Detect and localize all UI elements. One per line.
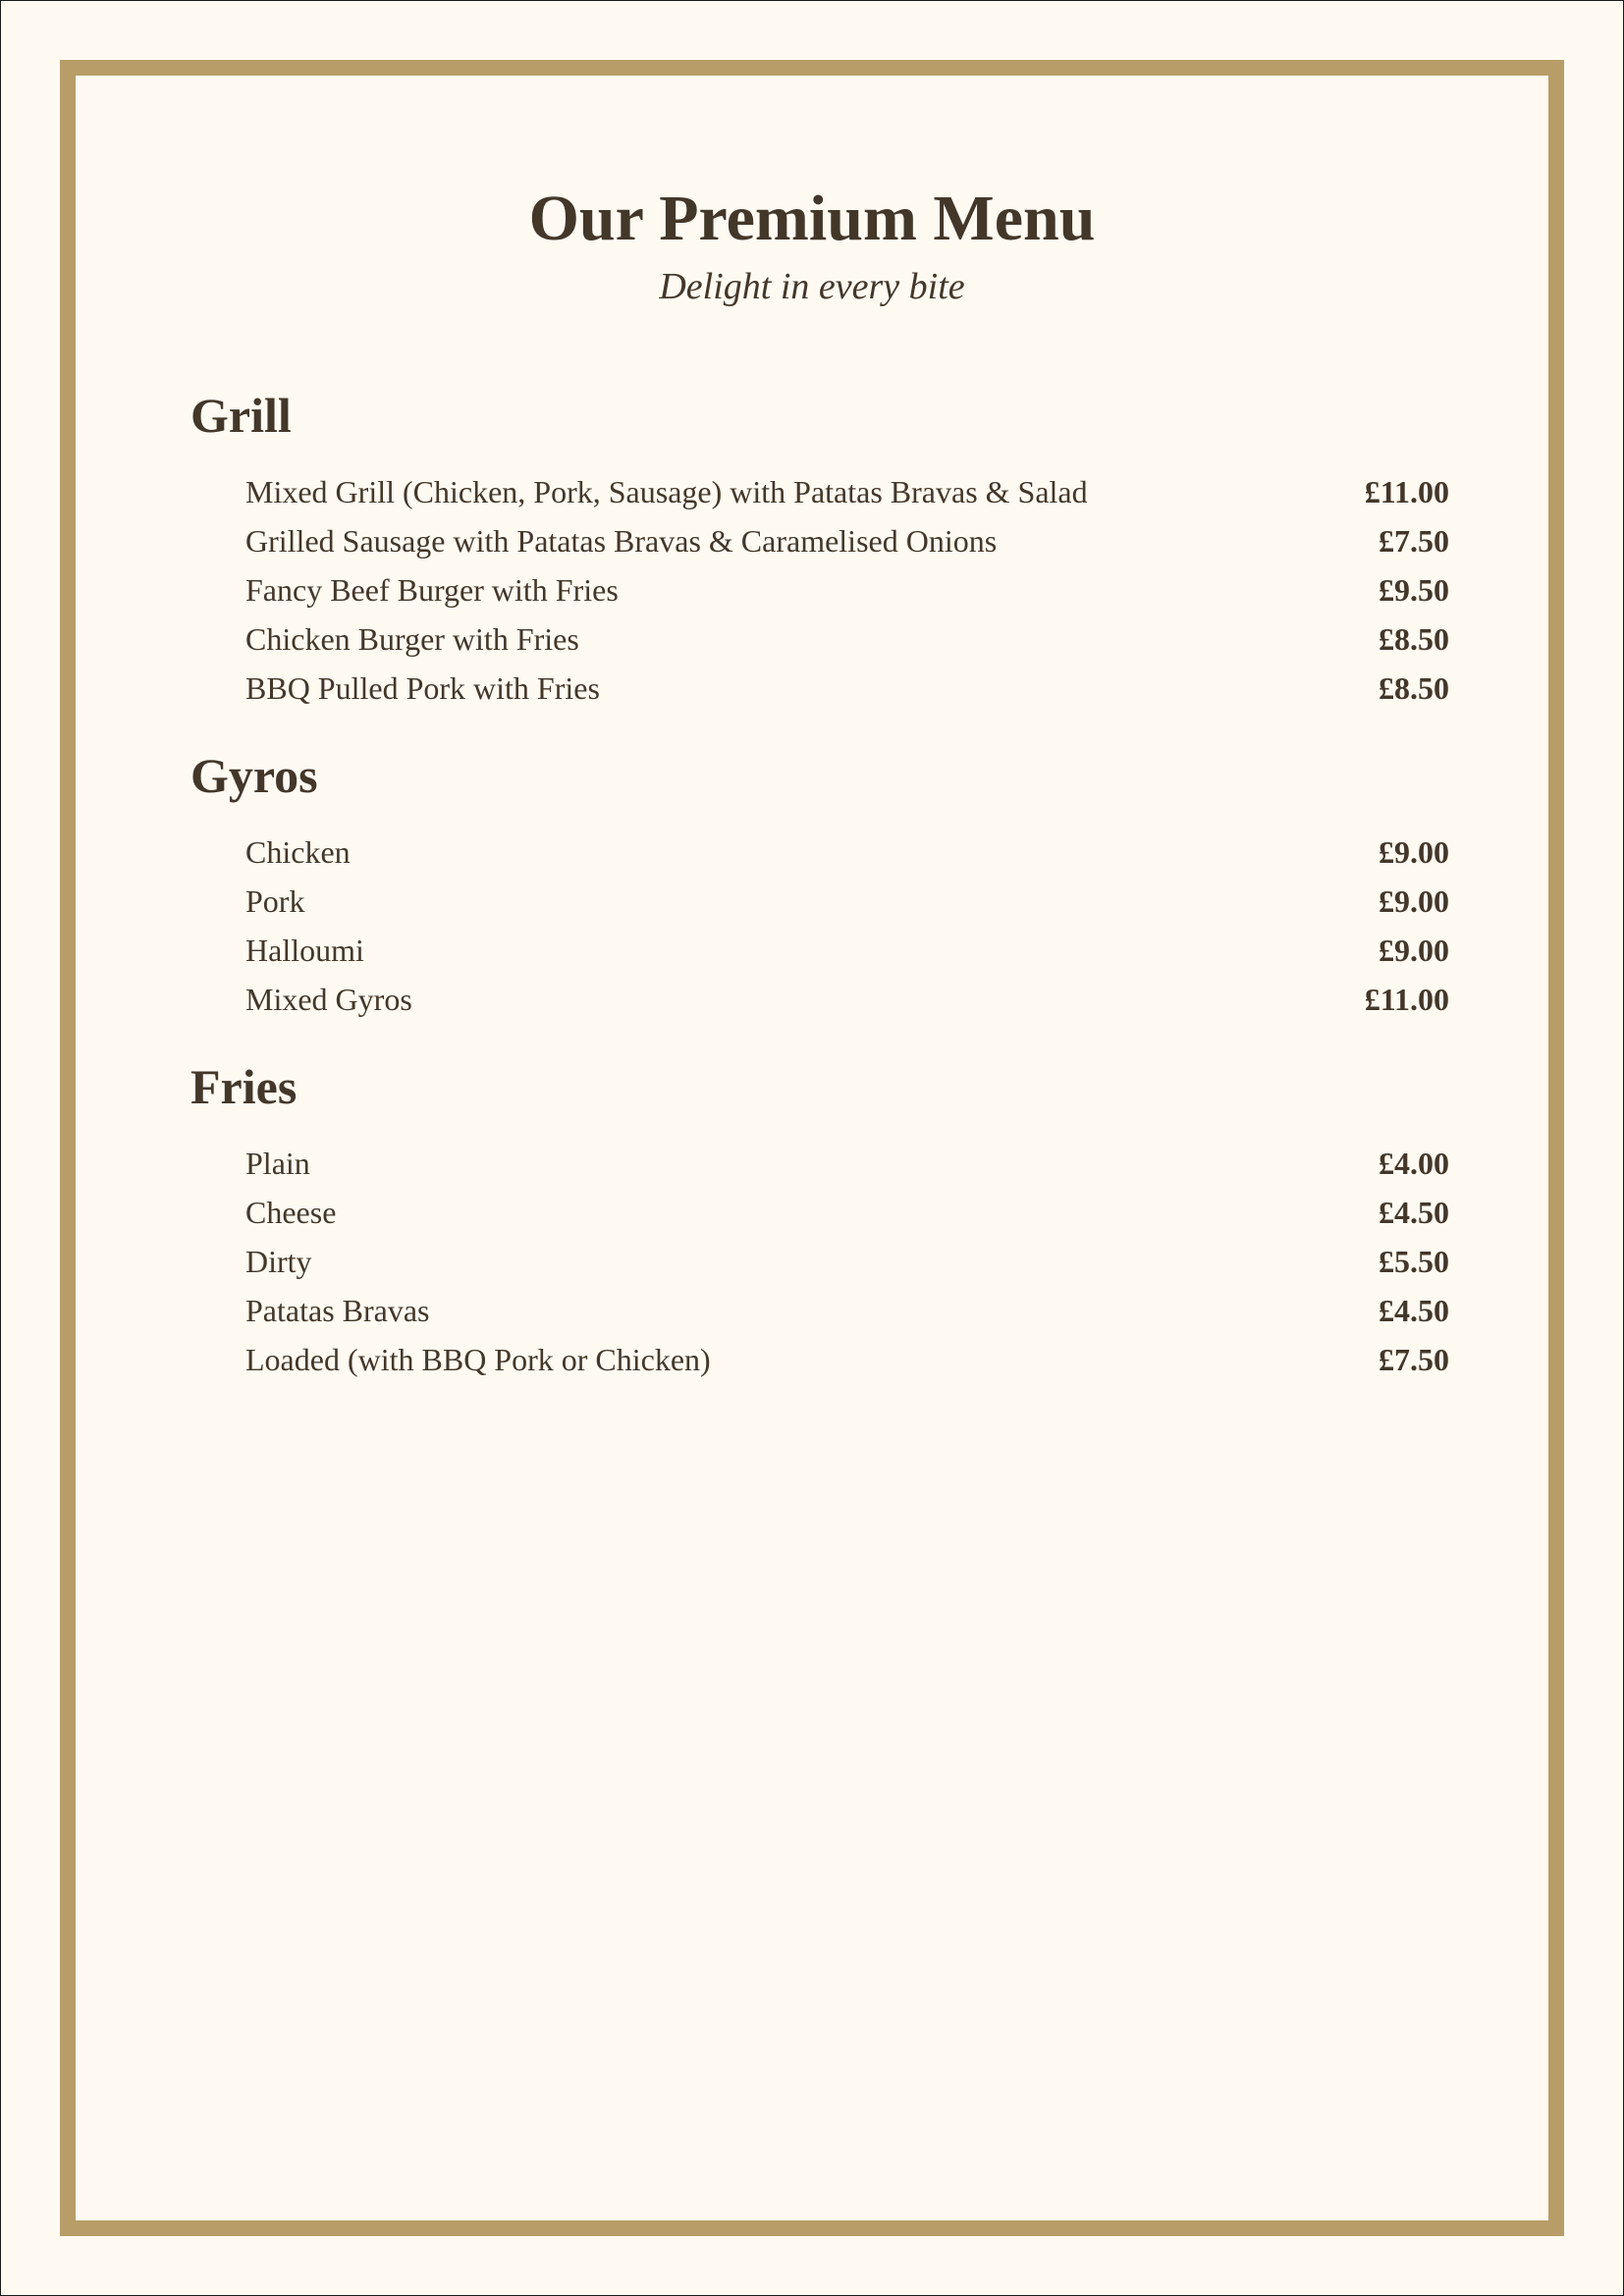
section-grill — [190, 378, 1449, 713]
menu-item — [245, 664, 1449, 713]
item-name: Patatas Bravas — [245, 1293, 430, 1328]
menu-item — [245, 1139, 1449, 1188]
menu-item — [245, 975, 1449, 1024]
item-price: £4.00 — [1379, 1146, 1449, 1181]
menu-sections — [190, 378, 1449, 1410]
item-name: Fancy Beef Burger with Fries — [245, 572, 619, 608]
item-name: Dirty — [245, 1244, 312, 1279]
section-title: Gyros — [190, 748, 318, 803]
menu-item — [245, 516, 1449, 565]
menu-item — [245, 1286, 1449, 1335]
item-list — [190, 828, 1449, 1024]
section-title: Fries — [190, 1059, 298, 1114]
menu-item — [245, 926, 1449, 975]
item-price: £5.50 — [1379, 1244, 1449, 1279]
section-title: Grill — [190, 388, 292, 443]
item-name: Chicken — [245, 834, 351, 870]
item-price: £9.00 — [1379, 883, 1449, 919]
section-fries — [190, 1049, 1449, 1384]
item-price: £4.50 — [1379, 1195, 1449, 1230]
menu-item — [245, 467, 1449, 516]
menu-item — [245, 1237, 1449, 1286]
item-name: Cheese — [245, 1195, 337, 1230]
item-name: Pork — [245, 883, 305, 919]
item-name: Plain — [245, 1146, 310, 1181]
item-name: Mixed Gyros — [245, 982, 412, 1017]
item-list — [190, 1139, 1449, 1384]
menu-frame — [60, 60, 1564, 2236]
section-gyros — [190, 738, 1449, 1024]
item-price: £7.50 — [1379, 1342, 1449, 1377]
menu-subtitle: Delight in every bite — [659, 266, 965, 307]
menu-item — [245, 614, 1449, 664]
menu-item — [245, 1335, 1449, 1384]
item-name: Loaded (with BBQ Pork or Chicken) — [245, 1342, 711, 1377]
menu-item — [245, 565, 1449, 614]
item-price: £9.50 — [1379, 572, 1449, 608]
item-price: £11.00 — [1364, 982, 1449, 1017]
item-name: Mixed Grill (Chicken, Pork, Sausage) with Patatas Bravas & Salad — [245, 474, 1088, 509]
item-price: £9.00 — [1379, 834, 1449, 870]
item-name: Chicken Burger with Fries — [245, 621, 579, 657]
item-name: BBQ Pulled Pork with Fries — [245, 670, 600, 706]
item-name: Halloumi — [245, 933, 364, 968]
menu-item — [245, 828, 1449, 877]
item-price: £8.50 — [1379, 670, 1449, 706]
item-name: Grilled Sausage with Patatas Bravas & Caramelised Onions — [245, 523, 998, 559]
menu-item — [245, 877, 1449, 926]
item-price: £11.00 — [1364, 474, 1449, 509]
item-price: £9.00 — [1379, 933, 1449, 968]
item-list — [190, 467, 1449, 713]
menu-item — [245, 1188, 1449, 1237]
item-price: £4.50 — [1379, 1293, 1449, 1328]
item-price: £8.50 — [1379, 621, 1449, 657]
item-price: £7.50 — [1379, 523, 1449, 559]
menu-title: Our Premium Menu — [528, 183, 1096, 254]
